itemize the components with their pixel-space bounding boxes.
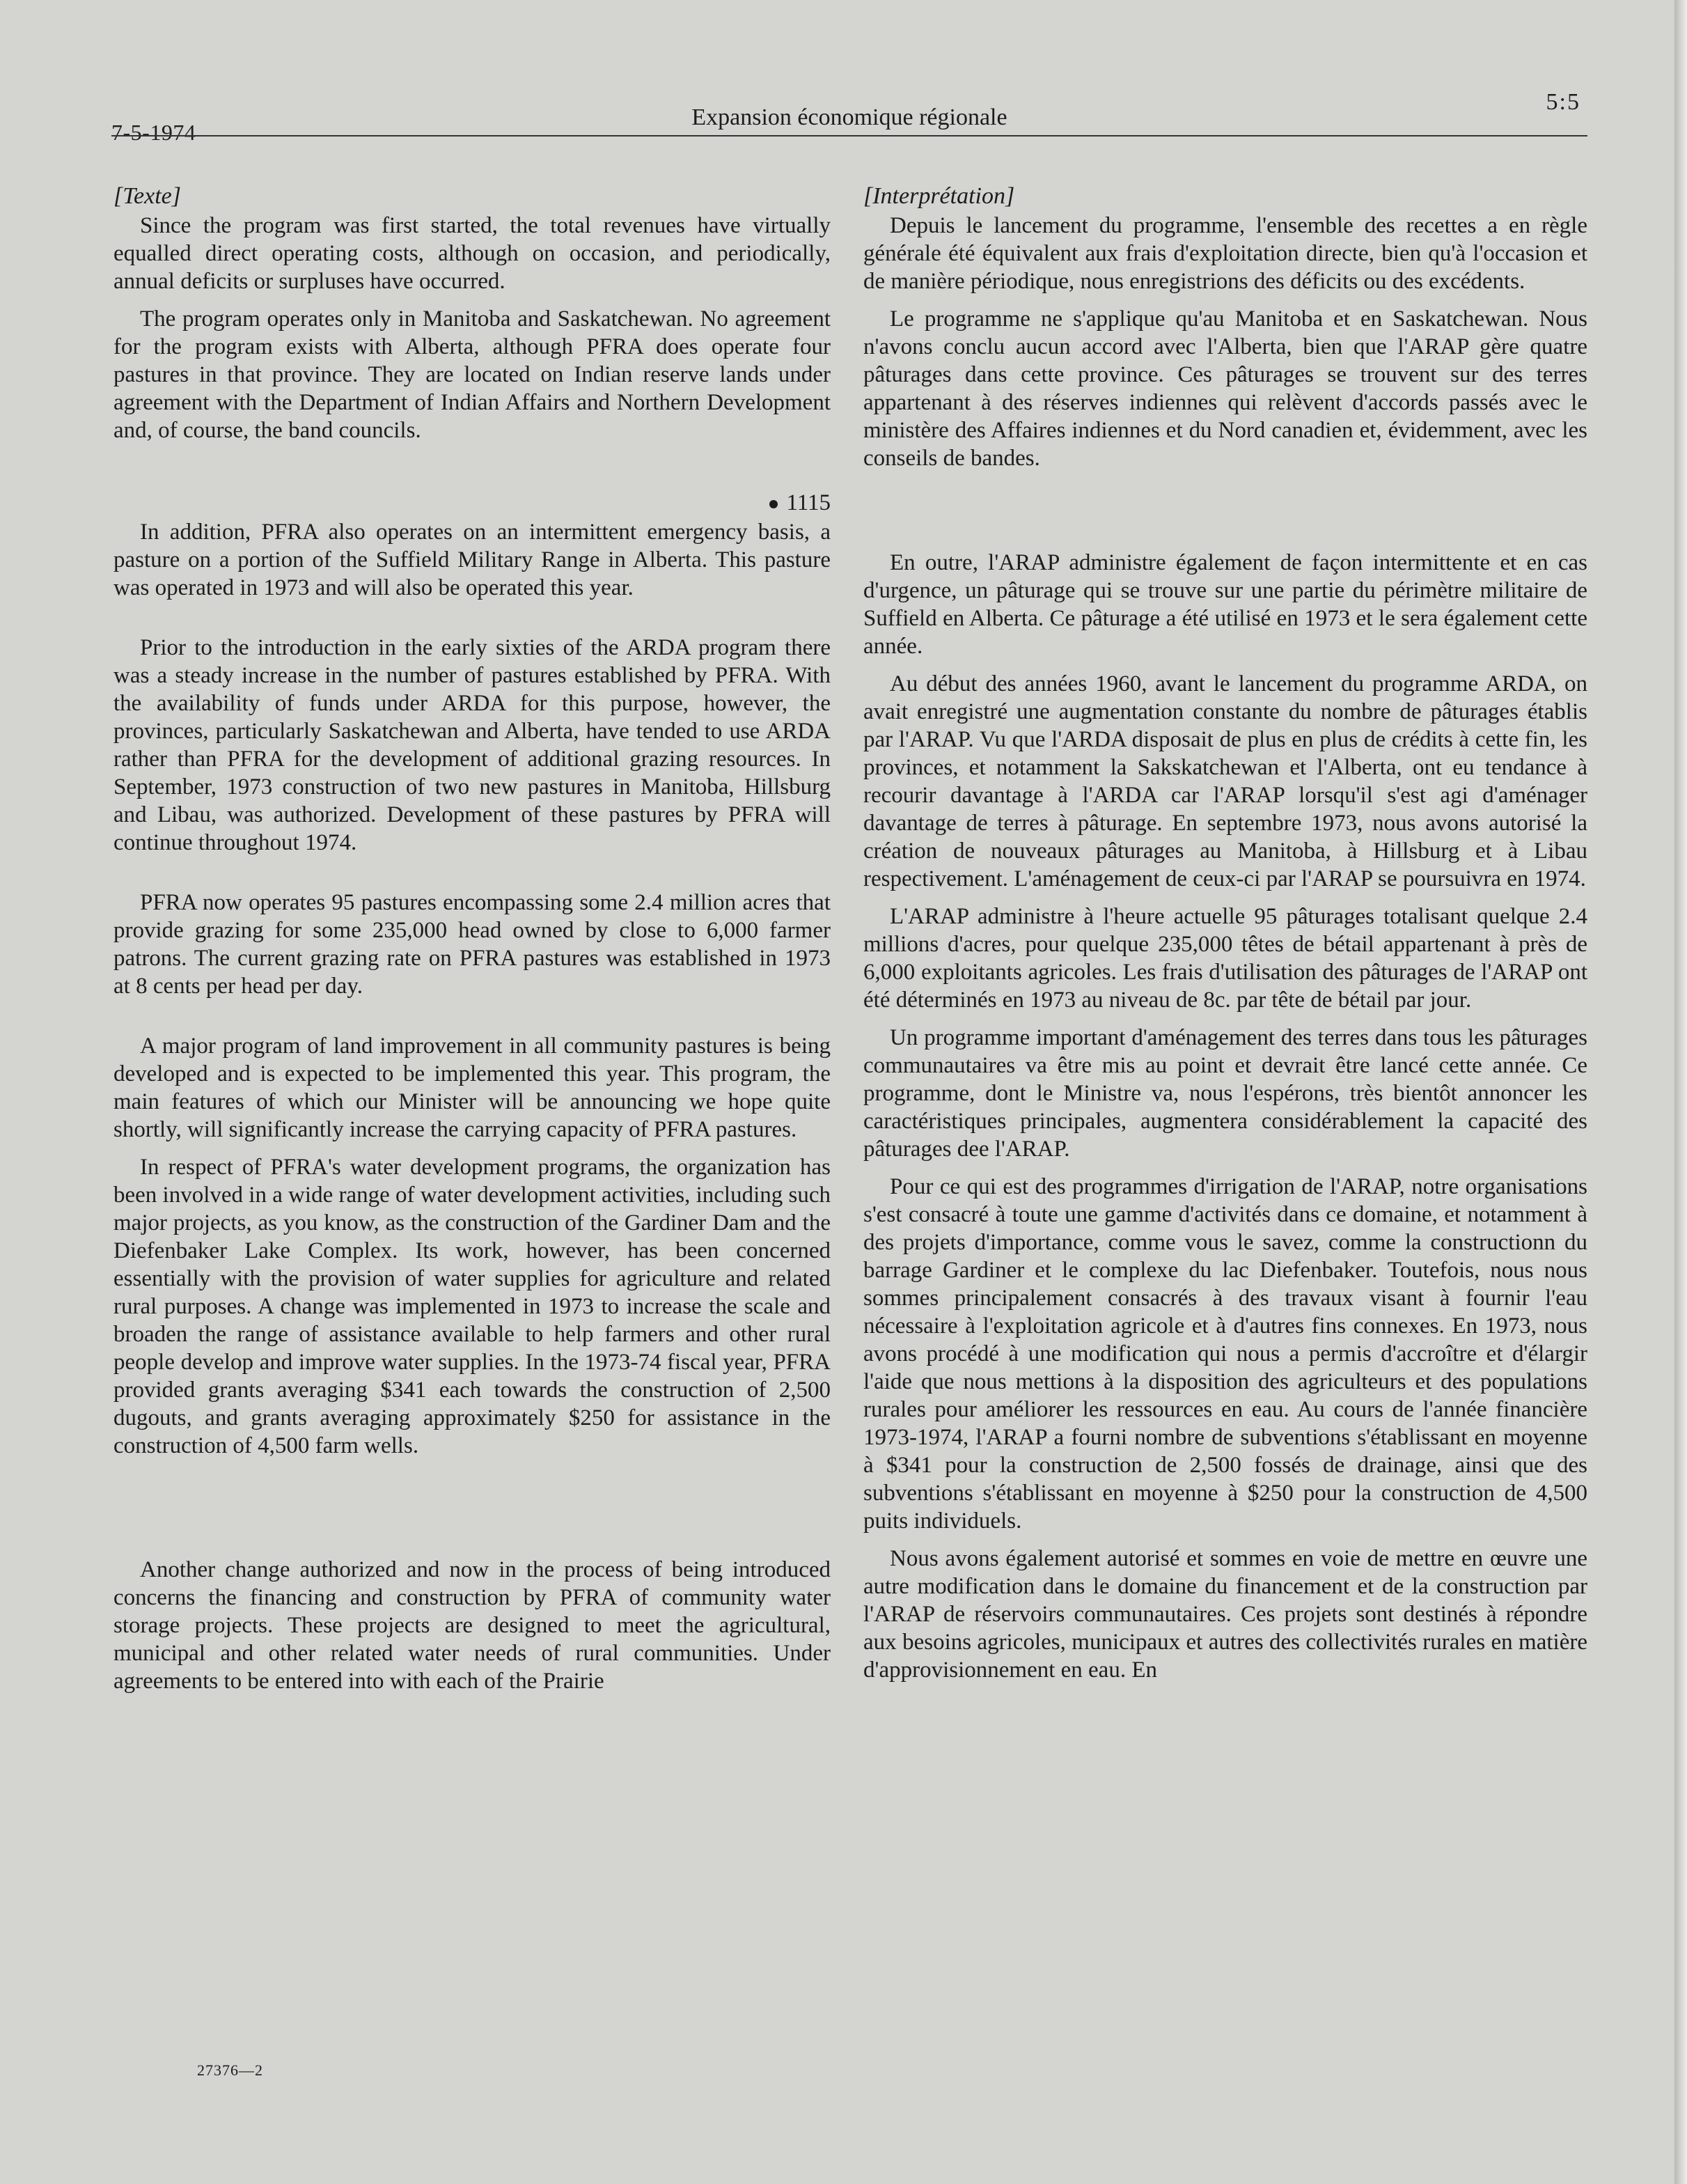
fr-paragraph-8: Nous avons également autorisé et sommes en voie de mettre en œuvre une autre modification dans le domaine du financement et de la construction par l'ARAP de réservoirs communautaires. Ces projets sont destinés à répondre aux besoins agricoles, municipaux et autres des collectivités rurales en matière d'approvisionnement en eau. En [863,1546,1587,1683]
header-rule [111,135,1587,136]
interpretation-label: [Interprétation] [863,183,1015,209]
header-date: 7-5-1974 [111,120,196,145]
speaker-marker [113,489,831,517]
fr-paragraph-3: En outre, l'ARAP administre également de façon intermittente et en cas d'urgence, un pâturage qui se trouve sur une partie du périmètre militaire de Suffield en Alberta. Ce pâturage a été utilisé en 1973 et le sera également cette année. [863,550,1587,659]
en-paragraph-6: A major program of land improvement in all community pastures is being developed and is expected to be implemented this year. This program, the main features of which our Minister will be announcing we hope quite shortly, will significantly increase the carrying capacity of PFRA pastures. [113,1034,831,1142]
en-paragraph-7: In respect of PFRA's water development programs, the organization has been involved in a wide range of water development activities, including such major projects, as you know, as the construction of the Gardiner Dam and the Diefenbaker Lake Complex. Its work, however, has been concerned essentially with the provision of water supplies for agriculture and related rural purposes. A change was implemented in 1973 to increase the scale and broaden the range of assistance available to help farmers and other rural people develop and improve water supplies. In the 1973-74 fiscal year, PFRA provided grants averaging $341 each towards the construction of 2,500 dugouts, and grants averaging approximately $250 for assistance in the construction of 4,500 farm wells. [113,1155,831,1458]
en-paragraph-5: PFRA now operates 95 pastures encompassing some 2.4 million acres that provide grazing for some 235,000 head owned by close to 6,000 farmer patrons. The current grazing rate on PFRA pastures was established in 1973 at 8 cents per head per day. [113,890,831,999]
fr-paragraph-1: Depuis le lancement du programme, l'ensemble des recettes a en règle générale été équivalent aux frais d'exploitation directe, bien qu'à l'occasion et de manière périodique, nous enregistrions des déficits ou des excédents. [863,213,1587,294]
fr-paragraph-4: Au début des années 1960, avant le lancement du programme ARDA, on avait enregistré une augmentation constante du nombre de pâturages établis par l'ARAP. Vu que l'ARDA disposait de plus en plus de crédits à cette fin, les provinces, et notamment la Sakskatchewan et l'Alberta, ont eu tendance à recourir davantage à l'ARDA car l'ARAP lorsqu'il s'est agi d'aménager davantage de terres à pâturage. En septembre 1973, nous avons autorisé la création de nouveaux pâturages au Manitoba, à Hillsburg et à Libau respectivement. L'aménagement de ceux-ci par l'ARAP se poursuivra en 1974. [863,671,1587,891]
fr-paragraph-6: Un programme important d'aménagement des terres dans tous les pâturages communautaires va être mis au point et devrait être lancé cette année. Ce programme, dont le Ministre va, nous l'espérons, très bientôt annoncer les caractéristiques principales, augmentera considérablement la capacité des pâturages dee l'ARAP. [863,1025,1587,1162]
fr-paragraph-2: Le programme ne s'applique qu'au Manitoba et en Saskatchewan. Nous n'avons conclu aucun accord avec l'Alberta, bien que l'ARAP gère quatre pâturages dans cette province. Ces pâturages se trouvent sur des terres appartenant à des réserves indiennes qui relèvent d'accords passés avec le ministère des Affaires indiennes et du Nord canadien et, évidemment, avec les conseils de bandes. [863,306,1587,471]
fr-paragraph-5: L'ARAP administre à l'heure actuelle 95 pâturages totalisant quelque 2.4 millions d'acres, pour quelque 235,000 têtes de bétail appartenant à près de 6,000 exploitants agricoles. Les frais d'utilisation des pâturages de l'ARAP ont été déterminés en 1973 au niveau de 8c. par tête de bétail par jour. [863,904,1587,1013]
page-edge [1674,0,1687,2184]
page-header [111,89,1587,145]
en-paragraph-2: The program operates only in Manitoba and Saskatchewan. No agreement for the program exists with Alberta, although PFRA does operate four pastures in that province. They are located on Indian reserve lands under agreement with the Department of Indian Affairs and Northern Development and, of course, the band councils. [113,306,831,443]
english-column [113,182,831,1695]
text-label: [Texte] [113,183,181,209]
en-paragraph-1: Since the program was first started, the total revenues have virtually equalled direct operating costs, although on occasion, and periodically, annual deficits or surpluses have occurred. [113,213,831,294]
marker-number: 1115 [786,490,831,515]
french-column [863,182,1587,1684]
fr-paragraph-7: Pour ce qui est des programmes d'irrigation de l'ARAP, notre organisations s'est consacré à toute une gamme d'activités dans ce domaine, et notamment à des projets d'importance, comme vous le savez, comme la constructionn du barrage Gardiner et le complexe du lac Diefenbaker. Toutefois, nous nous sommes principalement consacrés à des travaux visant à fournir l'eau nécessaire à l'exploitation agricole et à d'autres fins connexes. En 1973, nous avons procédé à une modification qui nous a permis d'accroître et d'élargir l'aide que nous mettions à la disposition des agriculteurs et des populations rurales pour améliorer les ressources en eau. Au cours de l'année financière 1973-1974, l'ARAP a fourni nombre de subventions s'établissant en moyenne à $341 pour la construction de 2,500 fossés de drainage, ainsi que des subventions s'établissant en moyenne à $250 pour la construction de 4,500 puits individuels. [863,1174,1587,1534]
en-paragraph-8: Another change authorized and now in the process of being introduced concerns the financing and construction by PFRA of community water storage projects. These projects are designed to meet the agricultural, municipal and other related water needs of rural communities. Under agreements to be entered into with each of the Prairie [113,1557,831,1694]
bullet-icon [769,500,778,508]
header-page-number: 5:5 [1546,89,1580,115]
footer-code: 27376—2 [197,2061,263,2079]
header-title: Expansion économique régionale [691,104,1007,130]
en-paragraph-3: In addition, PFRA also operates on an intermittent emergency basis, a pasture on a portion of the Suffield Military Range in Alberta. This pasture was operated in 1973 and will also be operated this year. [113,520,831,600]
en-paragraph-4: Prior to the introduction in the early sixties of the ARDA program there was a steady increase in the number of pastures established by PFRA. With the availability of funds under ARDA for this purpose, however, the provinces, particularly Saskatchewan and Alberta, have tended to use ARDA rather than PFRA for the development of additional grazing resources. In September, 1973 construction of two new pastures in Manitoba, Hillsburg and Libau, was authorized. Development of these pastures by PFRA will continue throughout 1974. [113,635,831,855]
